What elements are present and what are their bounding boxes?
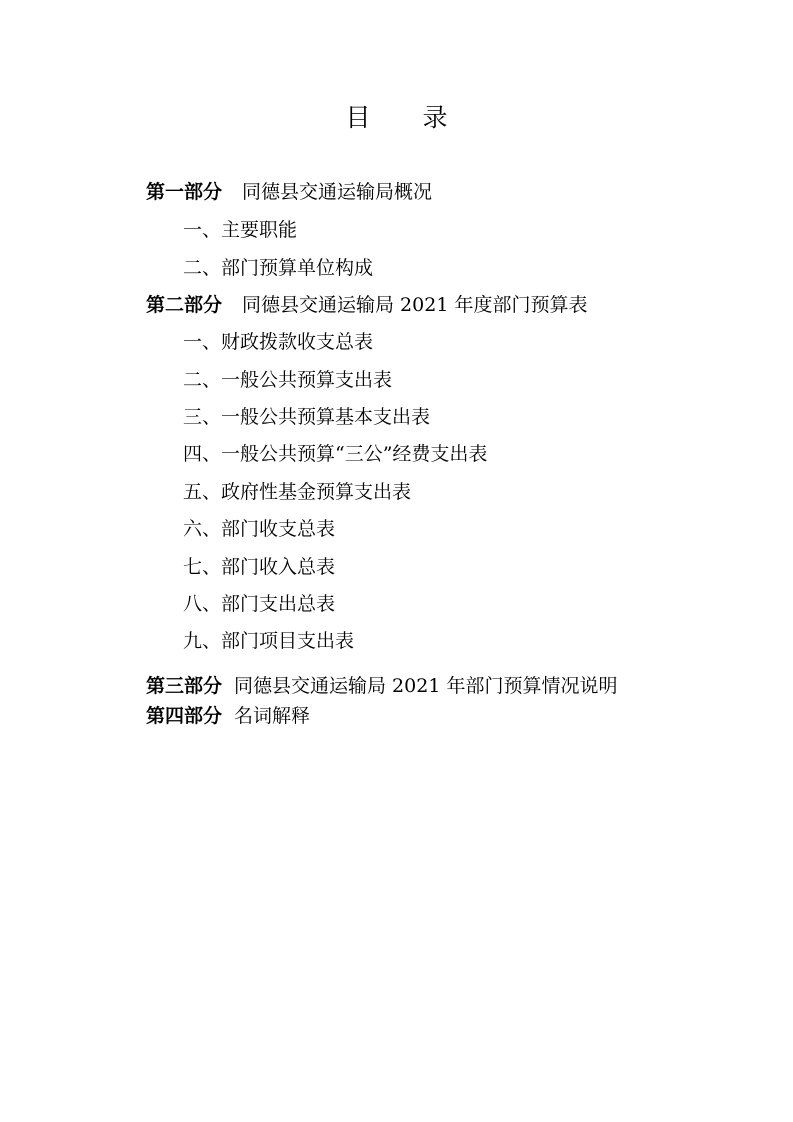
part-title: 同德县交通运输局概况 [242,181,433,203]
toc-item-2-6[interactable]: 六、部门收支总表 [183,518,336,540]
toc-part-1[interactable] [146,180,432,204]
toc-item-2-8[interactable]: 八、部门支出总表 [183,593,336,615]
toc-part-4[interactable] [146,704,310,728]
toc-item-2-9[interactable]: 九、部门项目支出表 [183,630,355,652]
toc-part-3[interactable] [146,674,617,698]
part-label: 第四部分 [146,705,223,727]
part-label: 第三部分 [146,675,223,697]
toc-part-2[interactable] [146,293,587,317]
part-title: 同德县交通运输局 2021 年度部门预算表 [242,294,588,316]
toc-item-2-5[interactable]: 五、政府性基金预算支出表 [183,481,412,503]
toc-item-1-1[interactable]: 一、主要职能 [183,219,298,241]
part-label: 第二部分 [146,294,223,316]
toc-item-2-2[interactable]: 二、一般公共预算支出表 [183,369,393,391]
toc-item-1-2[interactable]: 二、部门预算单位构成 [183,257,374,279]
part-label: 第一部分 [146,181,223,203]
toc-item-2-4[interactable]: 四、一般公共预算“三公”经费支出表 [183,443,488,465]
toc-item-2-3[interactable]: 三、一般公共预算基本支出表 [183,406,431,428]
toc-item-2-7[interactable]: 七、部门收入总表 [183,556,336,578]
page-title: 目 录 [345,103,470,132]
part-title: 同德县交通运输局 2021 年部门预算情况说明 [234,675,618,697]
toc-item-2-1[interactable]: 一、财政拨款收支总表 [183,331,374,353]
part-title: 名词解释 [234,705,311,727]
